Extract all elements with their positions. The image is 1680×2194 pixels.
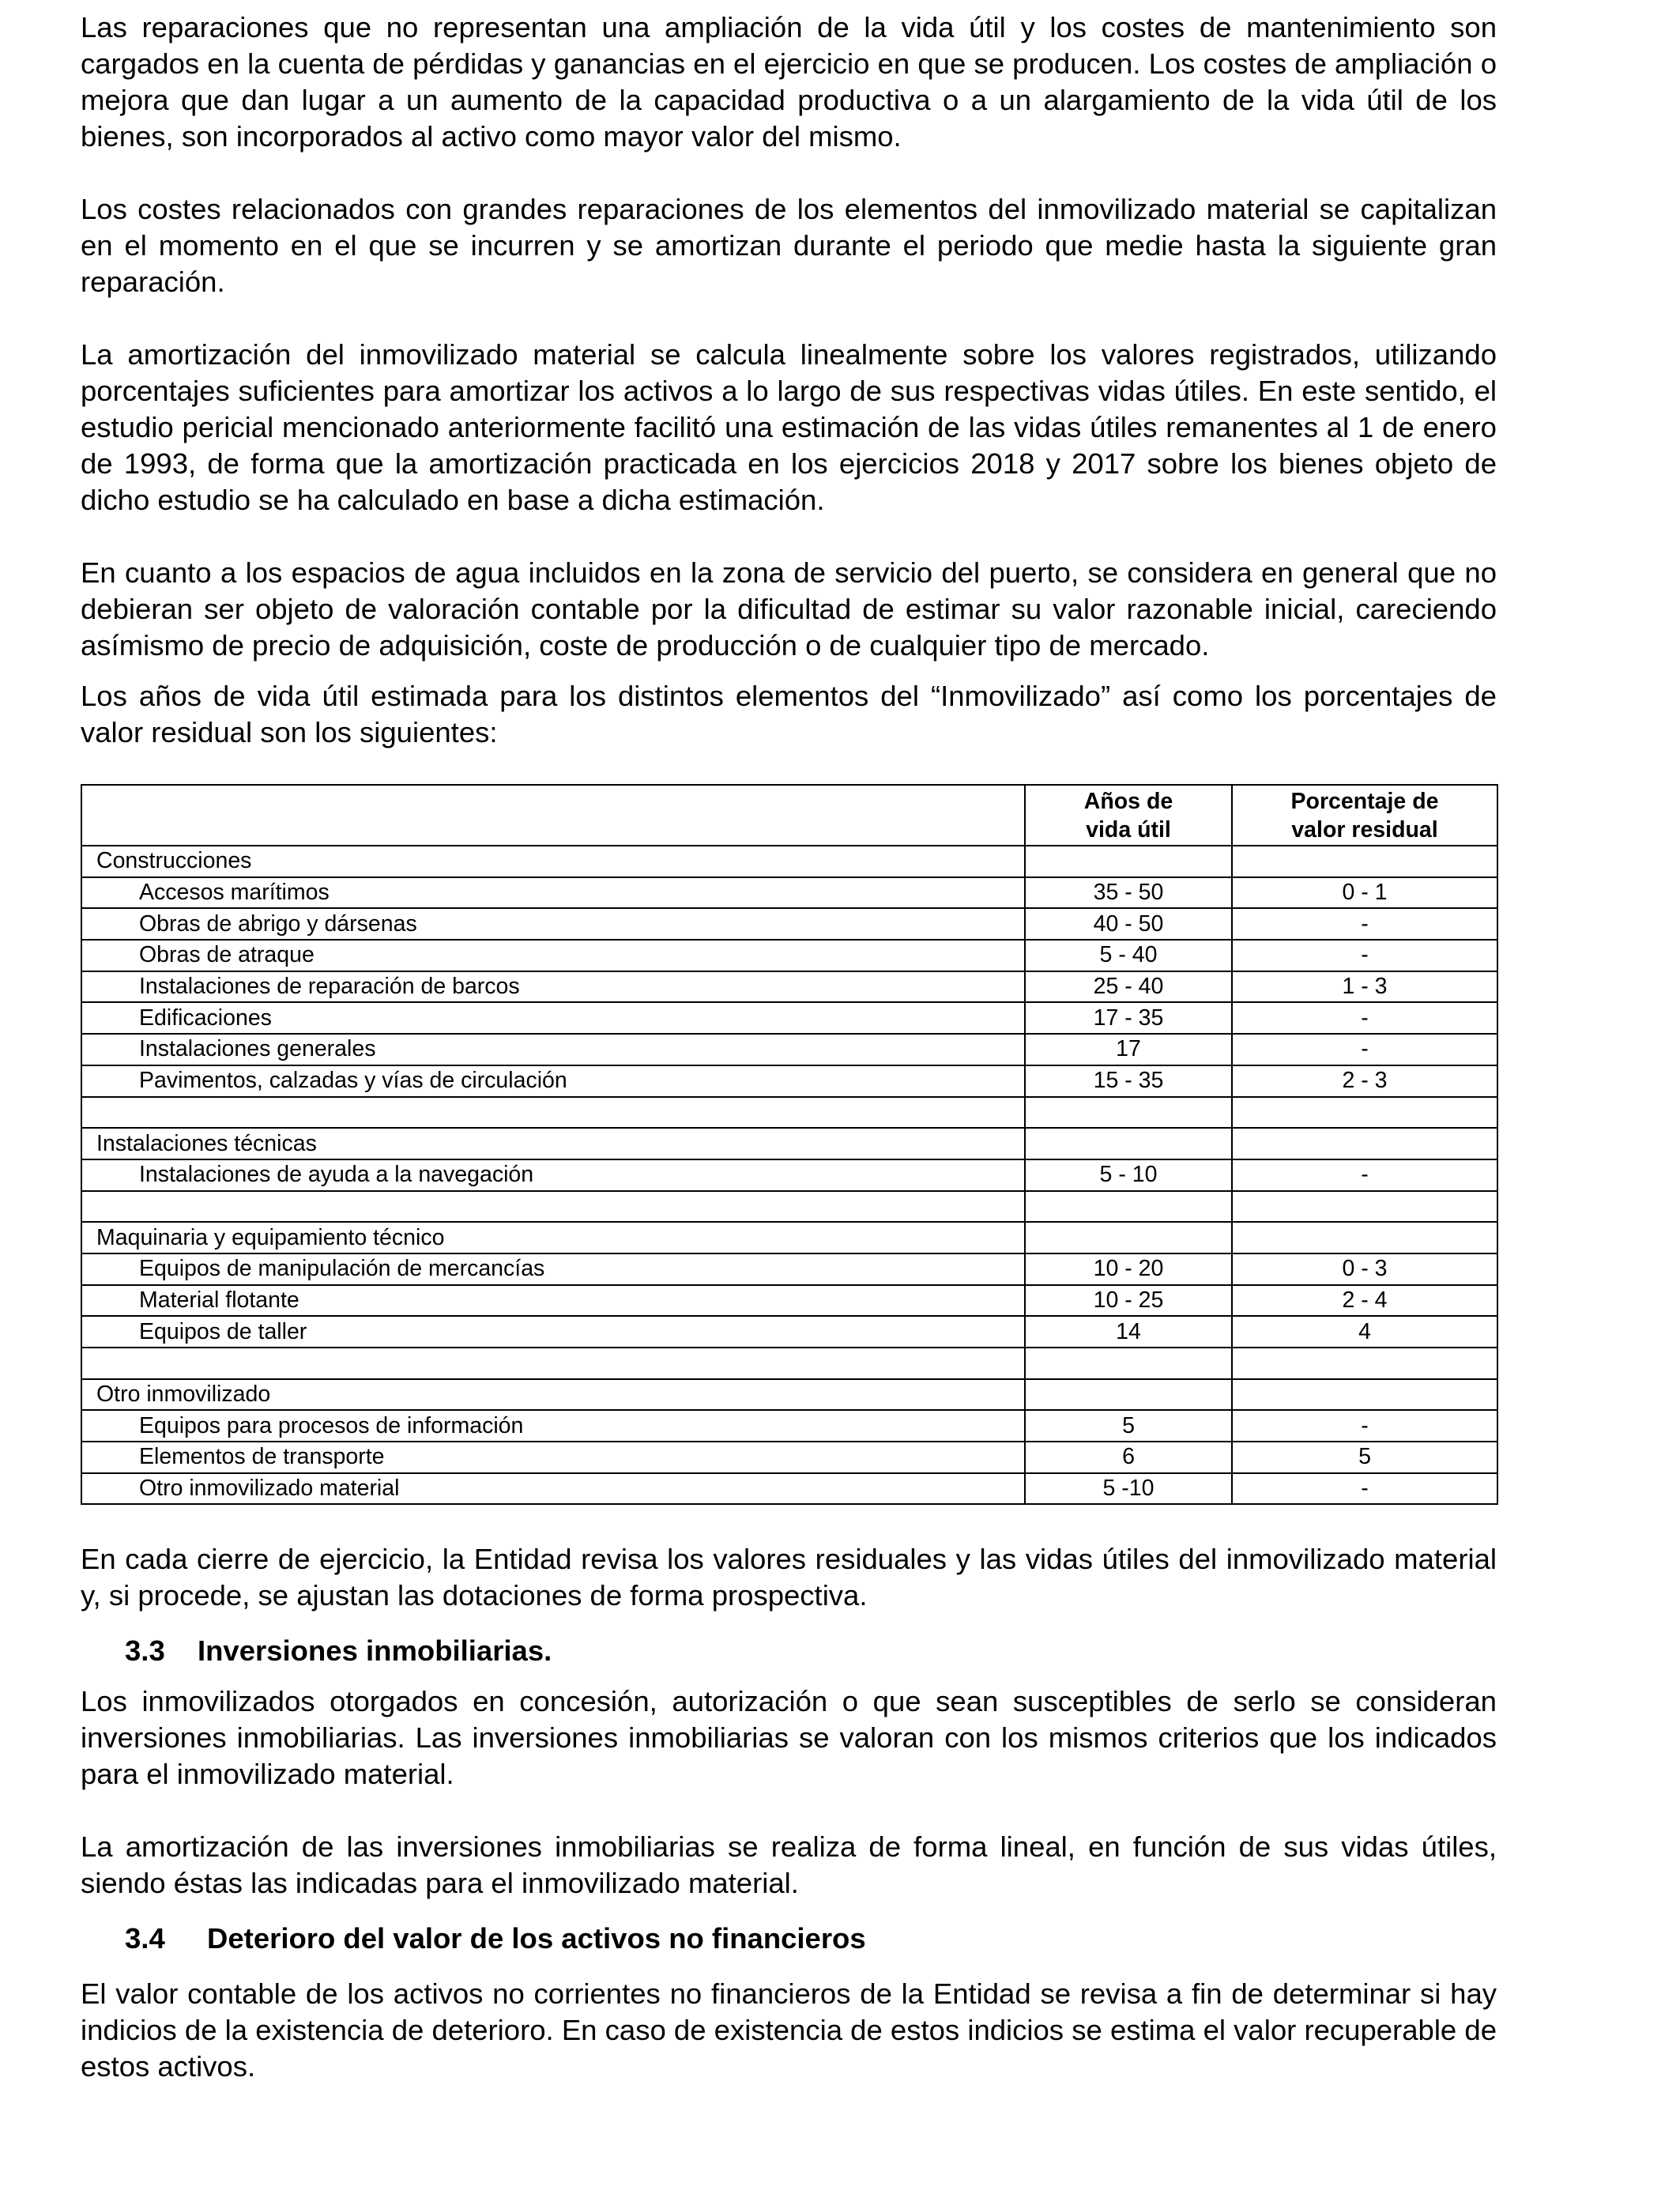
years-value — [1025, 1348, 1232, 1379]
item-label: Edificaciones — [81, 1002, 1025, 1034]
paragraph-table-intro: Los años de vida útil estimada para los distintos elementos del “Inmovilizado” así como los porcentajes de valor residual son los siguientes: — [81, 680, 1497, 748]
table-header-residual: Porcentaje de valor residual — [1232, 785, 1497, 846]
item-label: Instalaciones de ayuda a la navegación — [81, 1159, 1025, 1191]
table-row — [81, 1034, 1497, 1065]
years-value: 5 - 10 — [1025, 1159, 1232, 1191]
table-category-row — [81, 1222, 1497, 1253]
years-value: 6 — [1025, 1442, 1232, 1473]
residual-value — [1232, 1222, 1497, 1253]
years-value: 5 -10 — [1025, 1473, 1232, 1505]
residual-value: 1 - 3 — [1232, 971, 1497, 1003]
item-label — [81, 1097, 1025, 1129]
table-row — [81, 908, 1497, 940]
residual-value: - — [1232, 940, 1497, 971]
paragraph-impairment: El valor contable de los activos no corrientes no financieros de la Entidad se revisa a fin de determinar si hay indicios de la existencia de deterioro. En caso de existencia de estos indicios se estima el valor recuperable de estos activos. — [81, 1977, 1497, 2083]
item-label: Otro inmovilizado — [81, 1379, 1025, 1411]
table-row — [81, 1410, 1497, 1442]
years-value — [1025, 846, 1232, 877]
table-row — [81, 1285, 1497, 1317]
section-title: Deterioro del valor de los activos no financieros — [207, 1922, 866, 1955]
section-number: 3.3 — [125, 1634, 165, 1668]
table-spacer-row — [81, 1348, 1497, 1379]
residual-value: - — [1232, 908, 1497, 940]
paragraph-investment-depreciation: La amortización de las inversiones inmobiliarias se realiza de forma lineal, en función de sus vidas útiles, siendo éstas las indicadas para el inmovilizado material. — [81, 1830, 1497, 1900]
paragraph-year-end-review: En cada cierre de ejercicio, la Entidad revisa los valores residuales y las vidas útiles del inmovilizado material y, si procede, se ajustan las dotaciones de forma prospectiva. — [81, 1543, 1497, 1612]
paragraph-major-repairs: Los costes relacionados con grandes reparaciones de los elementos del inmovilizado material se capitalizan en el momento en el que se incurren y se amortizan durante el periodo que medie hasta la siguiente gran reparación. — [81, 193, 1497, 298]
residual-value: 5 — [1232, 1442, 1497, 1473]
table-row — [81, 1253, 1497, 1285]
residual-value: 0 - 3 — [1232, 1253, 1497, 1285]
item-label: Equipos para procesos de información — [81, 1410, 1025, 1442]
residual-value — [1232, 1348, 1497, 1379]
years-value: 17 — [1025, 1034, 1232, 1065]
residual-value: 0 - 1 — [1232, 877, 1497, 909]
table-header-years: Años de vida útil — [1025, 785, 1232, 846]
table-header-row — [81, 785, 1497, 846]
table-row — [81, 1002, 1497, 1034]
years-value: 10 - 25 — [1025, 1285, 1232, 1317]
item-label: Equipos de taller — [81, 1316, 1025, 1348]
table-category-row — [81, 1379, 1497, 1411]
section-heading-3-3 — [81, 1633, 1497, 1669]
years-value — [1025, 1128, 1232, 1159]
item-label: Maquinaria y equipamiento técnico — [81, 1222, 1025, 1253]
item-label: Elementos de transporte — [81, 1442, 1025, 1473]
item-label: Instalaciones generales — [81, 1034, 1025, 1065]
table-header-empty-cell — [81, 785, 1025, 846]
document-page — [81, 9, 1497, 2085]
residual-value: - — [1232, 1410, 1497, 1442]
years-value: 5 — [1025, 1410, 1232, 1442]
item-label: Equipos de manipulación de mercancías — [81, 1253, 1025, 1285]
item-label: Accesos marítimos — [81, 877, 1025, 909]
years-value: 14 — [1025, 1316, 1232, 1348]
table-row — [81, 877, 1497, 909]
paragraph-depreciation: La amortización del inmovilizado material se calcula linealmente sobre los valores registrados, utilizando porcentajes suficientes para amortizar los activos a lo largo de sus respectivas vidas útiles. En este sentido, el estudio pericial mencionado anteriormente facilitó una estimación de las vidas útiles remanentes al 1 de enero de 1993, de forma que la amortización practicada en los ejercicios 2018 y 2017 sobre los bienes objeto de dicho estudio se ha calculado en base a dicha estimación. — [81, 338, 1497, 516]
years-value — [1025, 1222, 1232, 1253]
years-value — [1025, 1379, 1232, 1411]
years-value — [1025, 1191, 1232, 1223]
item-label: Construcciones — [81, 846, 1025, 877]
item-label: Obras de abrigo y dársenas — [81, 908, 1025, 940]
item-label: Otro inmovilizado material — [81, 1473, 1025, 1505]
residual-value — [1232, 1191, 1497, 1223]
residual-value — [1232, 1097, 1497, 1129]
residual-value: - — [1232, 1159, 1497, 1191]
table-row — [81, 1065, 1497, 1097]
table-spacer-row — [81, 1191, 1497, 1223]
table-row — [81, 1316, 1497, 1348]
years-value: 10 - 20 — [1025, 1253, 1232, 1285]
years-value: 15 - 35 — [1025, 1065, 1232, 1097]
section-heading-3-4 — [81, 1921, 1497, 1957]
section-number: 3.4 — [125, 1922, 165, 1955]
item-label — [81, 1348, 1025, 1379]
table-spacer-row — [81, 1097, 1497, 1129]
residual-value — [1232, 1128, 1497, 1159]
years-value: 5 - 40 — [1025, 940, 1232, 971]
years-value: 17 - 35 — [1025, 1002, 1232, 1034]
item-label: Instalaciones técnicas — [81, 1128, 1025, 1159]
paragraph-water-spaces: En cuanto a los espacios de agua incluidos en la zona de servicio del puerto, se considera en general que no debieran ser objeto de valoración contable por la dificultad de estimar su valor razonable inicial, careciendo asímismo de precio de adquisición, coste de producción o de cualquier tipo de mercado. — [81, 556, 1497, 662]
table-category-row — [81, 846, 1497, 877]
years-value: 40 - 50 — [1025, 908, 1232, 940]
table-row — [81, 1159, 1497, 1191]
residual-value: 4 — [1232, 1316, 1497, 1348]
table-row — [81, 971, 1497, 1003]
paragraph-investment-property: Los inmovilizados otorgados en concesión, autorización o que sean susceptibles de serlo se consideran inversiones inmobiliarias. Las inversiones inmobiliarias se valoran con los mismos criterios que los indicados para el inmovilizado material. — [81, 1685, 1497, 1791]
years-value — [1025, 1097, 1232, 1129]
residual-value — [1232, 846, 1497, 877]
table-category-row — [81, 1128, 1497, 1159]
table-row — [81, 1473, 1497, 1505]
residual-value: - — [1232, 1473, 1497, 1505]
years-value: 25 - 40 — [1025, 971, 1232, 1003]
useful-life-table — [81, 784, 1498, 1505]
item-label — [81, 1191, 1025, 1223]
item-label: Pavimentos, calzadas y vías de circulación — [81, 1065, 1025, 1097]
residual-value: 2 - 4 — [1232, 1285, 1497, 1317]
item-label: Instalaciones de reparación de barcos — [81, 971, 1025, 1003]
residual-value: - — [1232, 1034, 1497, 1065]
section-title: Inversiones inmobiliarias. — [198, 1634, 552, 1668]
residual-value: 2 - 3 — [1232, 1065, 1497, 1097]
years-value: 35 - 50 — [1025, 877, 1232, 909]
table-row — [81, 1442, 1497, 1473]
paragraph-repairs: Las reparaciones que no representan una ampliación de la vida útil y los costes de mantenimiento son cargados en la cuenta de pérdidas y ganancias en el ejercicio en que se producen. Los costes de ampliación o mejora que dan lugar a un aumento de la capacidad productiva o a un alargamiento de la vida útil de los bienes, son incorporados al activo como mayor valor del mismo. — [81, 11, 1497, 153]
table-row — [81, 940, 1497, 971]
residual-value: - — [1232, 1002, 1497, 1034]
item-label: Material flotante — [81, 1285, 1025, 1317]
item-label: Obras de atraque — [81, 940, 1025, 971]
residual-value — [1232, 1379, 1497, 1411]
